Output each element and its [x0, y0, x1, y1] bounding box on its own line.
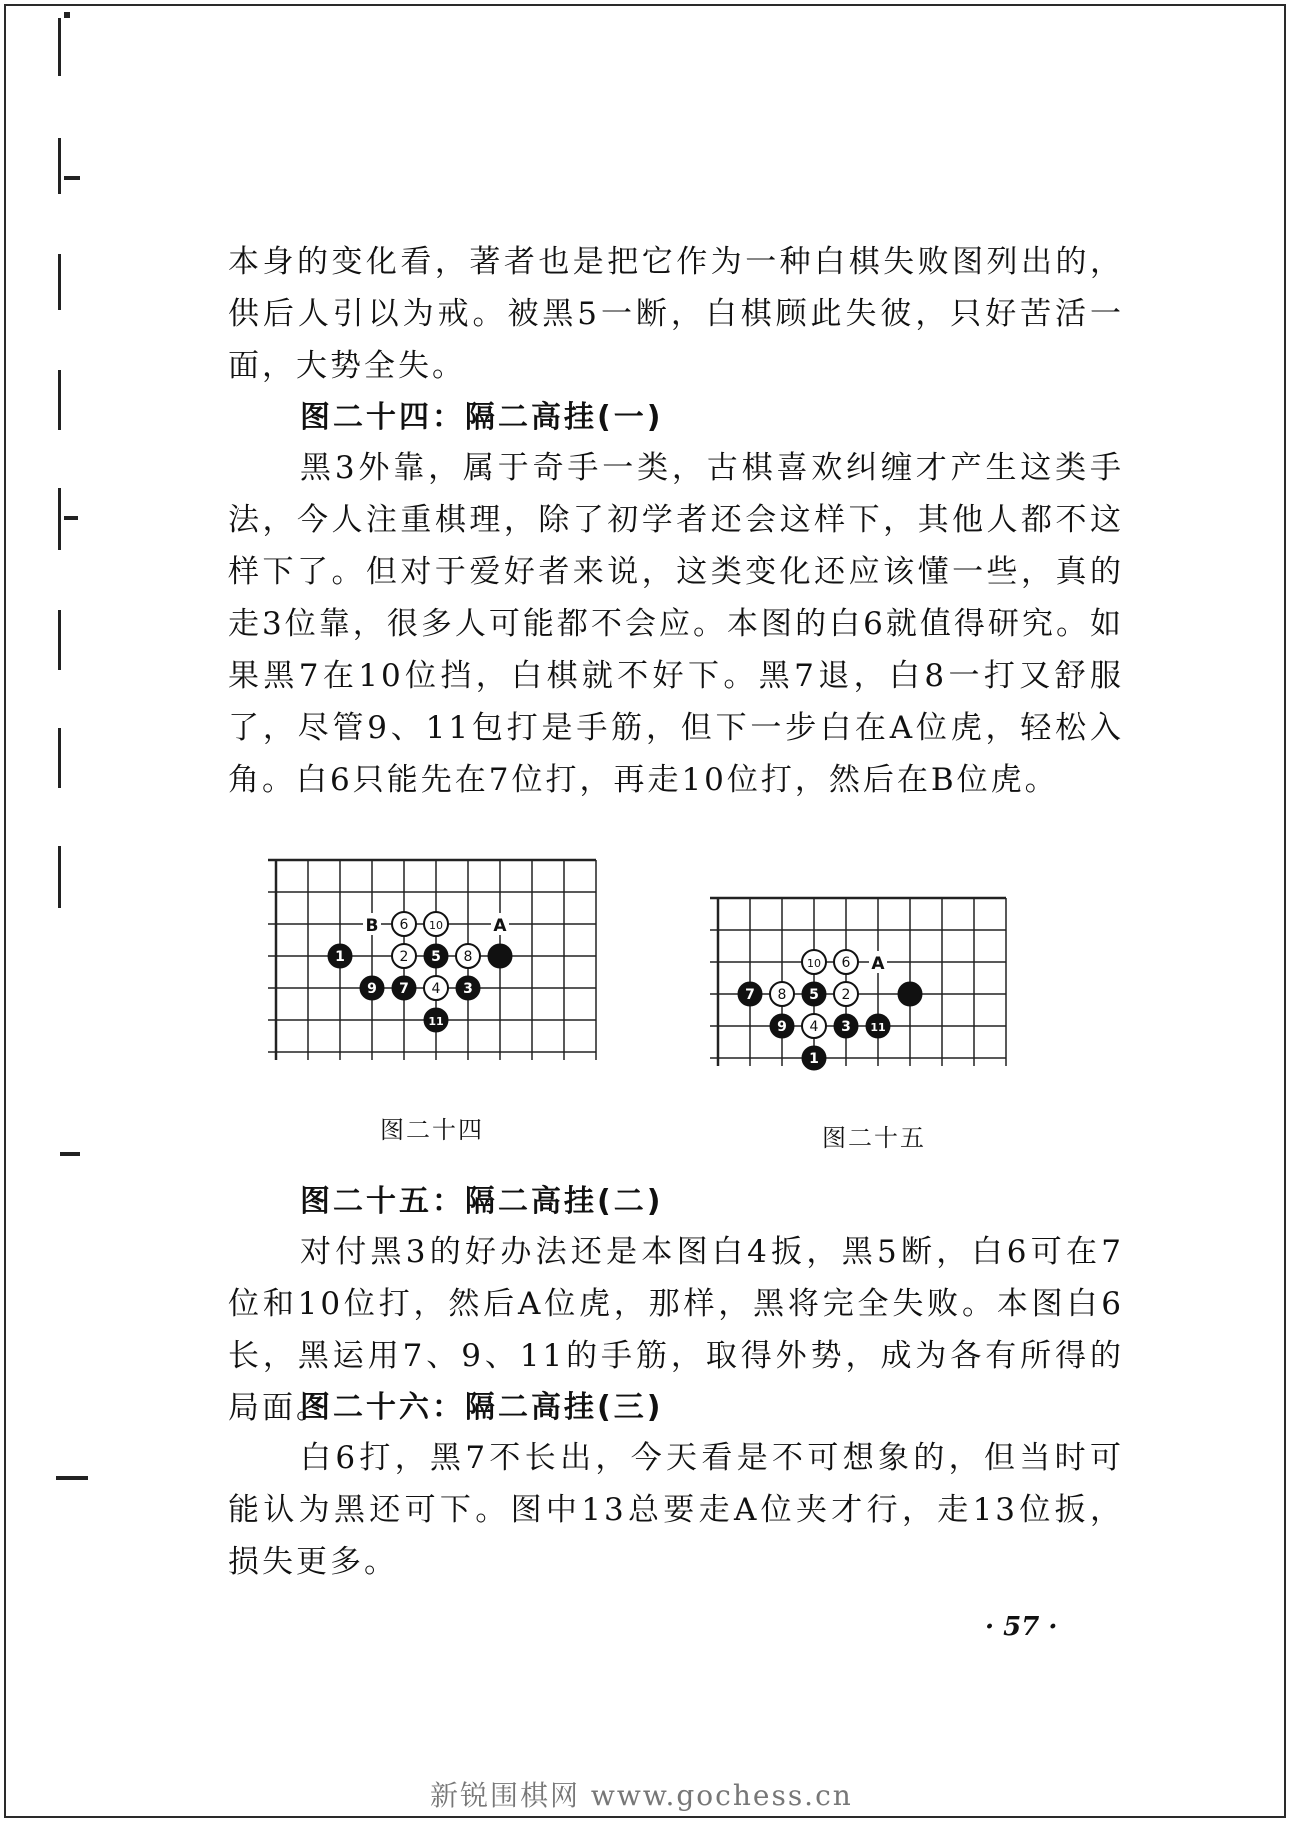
black-stone — [898, 982, 922, 1006]
point-label-a: A — [493, 916, 507, 936]
white-stone-number: 4 — [431, 981, 441, 997]
black-stone-number: 1 — [335, 949, 345, 965]
black-stone-number: 7 — [399, 981, 409, 997]
binding-mark — [58, 846, 61, 908]
binding-mark — [58, 488, 61, 550]
binding-mark — [58, 18, 61, 76]
binding-mark — [58, 610, 61, 670]
black-stone-number: 9 — [367, 981, 377, 997]
white-stone-number: 2 — [399, 949, 409, 965]
black-stone-number: 1 — [809, 1051, 819, 1067]
paragraph-intro: 本身的变化看，著者也是把它作为一种白棋失败图列出的，供后人引以为戒。被黑5一断，白棋顾此失彼，只好苦活一面，大势全失。 — [228, 244, 1124, 384]
binding-dash — [60, 1152, 80, 1156]
page-number: · 57 · — [985, 1612, 1058, 1642]
go-board-diagram-25 — [708, 890, 1038, 1096]
go-board-diagram-24 — [266, 852, 634, 1094]
binding-dash — [64, 176, 80, 180]
white-stone-number: 6 — [399, 917, 409, 933]
binding-mark — [58, 728, 61, 788]
caption-diagram-25: 图二十五 — [822, 1124, 926, 1152]
board-grid-24 — [268, 860, 596, 1060]
point-label-b: B — [365, 916, 379, 936]
black-stone-number: 7 — [745, 987, 755, 1003]
white-stone-number: 2 — [841, 987, 851, 1003]
point-label-a: A — [871, 954, 885, 974]
watermark: 新锐围棋网 www.gochess.cn — [430, 1779, 853, 1812]
binding-dash — [64, 516, 78, 520]
white-stone-number: 8 — [463, 949, 473, 965]
black-stone-number: 11 — [428, 1015, 444, 1028]
binding-mark — [58, 138, 61, 194]
black-stone-number: 3 — [841, 1019, 851, 1035]
paragraph-diagram-25: 对付黑3的好办法还是本图白4扳，黑5断，白6可在7位和10位打，然后A位虎，那样，黑将完全失败。本图白6长，黑运用7、9、11的手筋，取得外势，成为各有所得的局面。 — [228, 1234, 1124, 1426]
white-stone-number: 4 — [809, 1019, 819, 1035]
heading-diagram-25: 图二十五：隔二高挂(二) — [300, 1184, 664, 1219]
caption-diagram-24: 图二十四 — [380, 1116, 484, 1144]
white-stone-number: 10 — [807, 957, 821, 970]
black-stone-number: 11 — [870, 1021, 886, 1034]
heading-diagram-26: 图二十六：隔二高挂(三) — [300, 1390, 664, 1425]
white-stone-number: 10 — [429, 919, 443, 932]
black-stone-number: 5 — [431, 949, 441, 965]
black-stone-number: 9 — [777, 1019, 787, 1035]
black-stone — [488, 944, 512, 968]
binding-dash — [56, 1476, 88, 1480]
heading-diagram-24: 图二十四：隔二高挂(一) — [300, 400, 664, 435]
white-stone-number: 6 — [841, 955, 851, 971]
black-stone-number: 3 — [463, 981, 473, 997]
white-stone-number: 8 — [777, 987, 787, 1003]
board-grid-25 — [710, 898, 1006, 1070]
binding-mark — [58, 254, 61, 310]
binding-mark — [58, 370, 61, 430]
black-stone-number: 5 — [809, 987, 819, 1003]
paragraph-diagram-24: 黑3外靠，属于奇手一类，古棋喜欢纠缠才产生这类手法，今人注重棋理，除了初学者还会这样下，其他人都不这样下了。但对于爱好者来说，这类变化还应该懂一些，真的走3位靠，很多人可能都不会应。本图的白6就值得研究。如果黑7在10位挡，白棋就不好下。黑7退，白8一打又舒服了，尽管9、11包打是手筋，但下一步白在A位虎，轻松入角。白6只能先在7位打，再走10位打，然后在B位虎。 — [228, 450, 1124, 798]
binding-dash — [64, 12, 70, 18]
paragraph-diagram-26: 白6打，黑7不长出，今天看是不可想象的，但当时可能认为黑还可下。图中13总要走A位夹才行，走13位扳，损失更多。 — [228, 1440, 1124, 1580]
